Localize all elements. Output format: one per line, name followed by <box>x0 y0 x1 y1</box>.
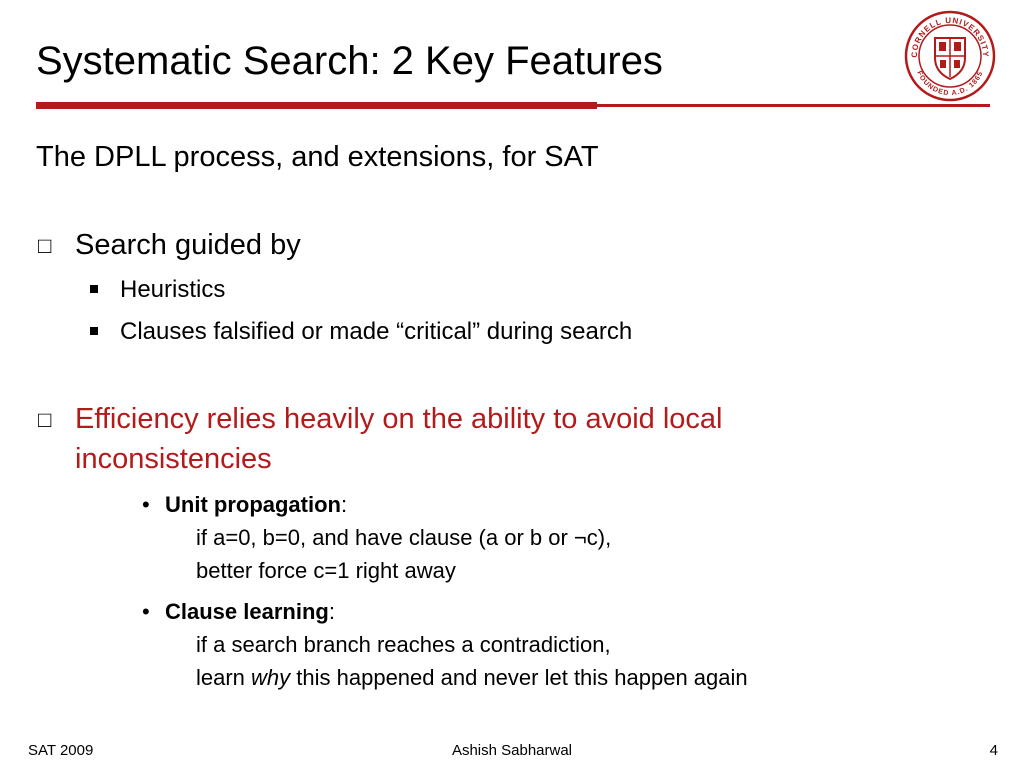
seal-text-top: CORNELL UNIVERSITY <box>909 15 991 58</box>
square-bullet-icon: □ <box>38 407 52 432</box>
unit-propagation-line1-text: if a=0, b=0, and have clause (a or b or <box>196 525 574 550</box>
unit-propagation-label: Unit propagation <box>165 492 341 517</box>
title-underline-thick <box>36 102 597 109</box>
seal-text-bottom: FOUNDED A.D. 1865 <box>915 70 985 98</box>
square-bullet-icon: □ <box>38 233 52 258</box>
page-number: 4 <box>989 742 998 759</box>
clause-learning-label: Clause learning <box>165 599 329 624</box>
clause-learning-line1: if a search branch reaches a contradiction, <box>196 632 611 657</box>
negation-symbol: ¬ <box>573 525 587 550</box>
unit-propagation-colon: : <box>340 492 348 517</box>
subbullet-clauses-falsified: Clauses falsified or made “critical” during search <box>120 318 633 345</box>
footer-left: SAT 2009 <box>28 742 94 759</box>
clause-learning-heading <box>165 595 335 628</box>
clause-learning-colon: : <box>328 599 335 624</box>
bullet-search-guided: Search guided by <box>75 229 301 261</box>
cornell-seal-logo <box>904 10 996 102</box>
clause-learning-line2 <box>196 661 748 694</box>
slide-subtitle: The DPLL process, and extensions, for SAT <box>36 141 599 173</box>
clause-learning-line2-pre: learn <box>196 665 252 690</box>
slide-title: Systematic Search: 2 Key Features <box>36 39 663 83</box>
unit-propagation-line2: better force c=1 right away <box>196 558 456 583</box>
bullet-efficiency-line1: Efficiency relies heavily on the ability to avoid local <box>75 403 723 435</box>
clause-learning-emphasis: why <box>251 665 291 690</box>
clause-learning-line2-post: this happened and never let this happen again <box>290 665 748 690</box>
subbullet-heuristics: Heuristics <box>120 276 226 303</box>
title-underline-thin <box>597 104 990 107</box>
footer-center: Ashish Sabharwal <box>451 742 573 759</box>
unit-propagation-heading <box>165 488 347 521</box>
bullet-efficiency-line2: inconsistencies <box>75 443 272 475</box>
small-square-bullet-icon <box>90 327 98 335</box>
small-square-bullet-icon <box>90 285 98 293</box>
unit-propagation-line1-end: c), <box>586 525 612 550</box>
dot-bullet-icon: • <box>142 599 150 624</box>
dot-bullet-icon: • <box>142 492 150 517</box>
unit-propagation-line1 <box>196 521 611 554</box>
